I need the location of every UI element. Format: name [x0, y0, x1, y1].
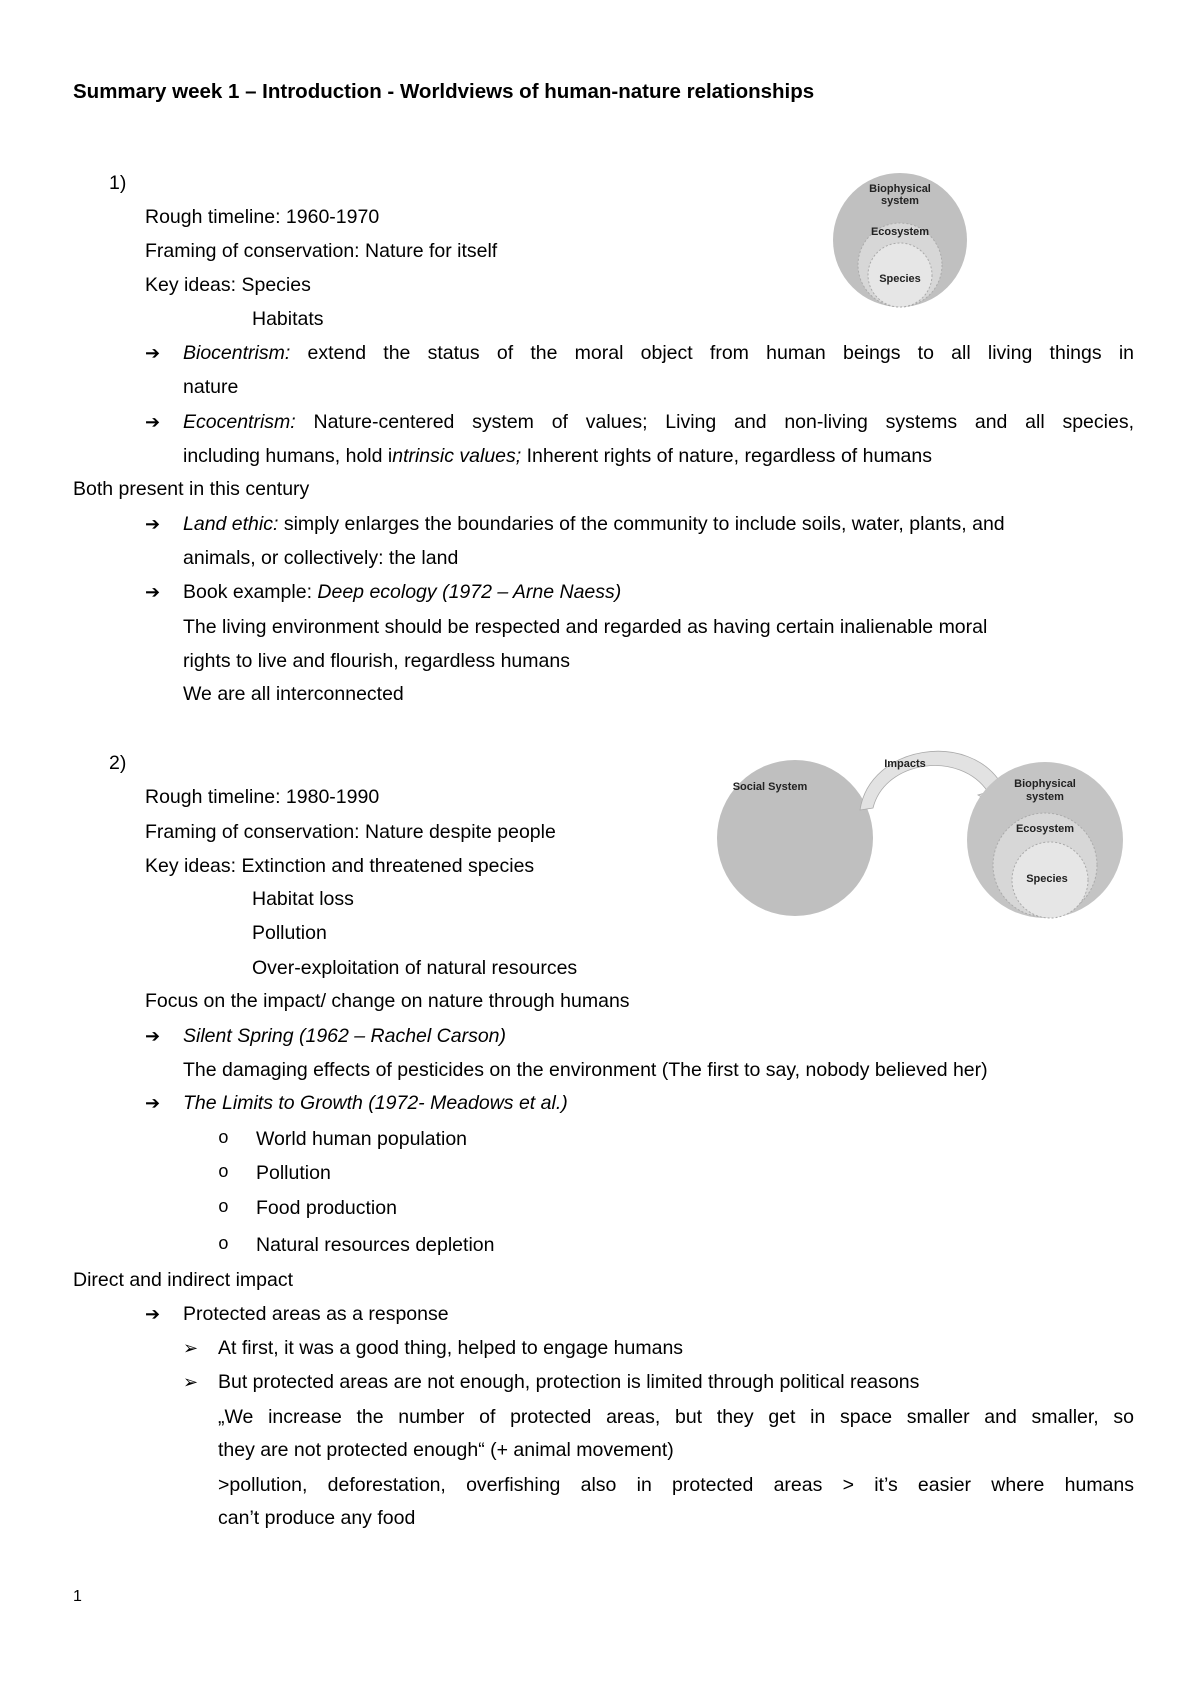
label: Ecosystem [870, 226, 930, 238]
limits-item: Pollution [256, 1162, 331, 1184]
label: Social System [732, 781, 808, 793]
arrow-bullet-icon: ➔ [145, 1304, 161, 1324]
sub-item: But protected areas are not enough, protection is limited through political reasons [218, 1371, 920, 1393]
page-title: Summary week 1 – Introduction - Worldviews of human-nature relationships [73, 80, 815, 103]
text: extend the status of the moral object from human beings to all living things in [290, 342, 1134, 364]
pollution-line: >pollution, deforestation, overfishing also in protected areas > it’s easier where humans [218, 1474, 1134, 1496]
arrow-bullet-icon: ➔ [145, 412, 161, 432]
land-ethic-line2: animals, or collectively: the land [183, 547, 459, 569]
biocentrism-line2: nature [183, 376, 239, 398]
limits-title: The Limits to Growth (1972- Meadows et al.) [183, 1092, 568, 1114]
limits-item: Natural resources depletion [256, 1234, 495, 1256]
framing: Framing of conservation: Nature despite people [145, 821, 556, 843]
limits-item: World human population [256, 1128, 468, 1150]
direct-indirect: Direct and indirect impact [73, 1269, 294, 1291]
key-idea-item: Habitats [252, 308, 324, 330]
key-ideas: Key ideas: Extinction and threatened species [145, 855, 535, 877]
ecocentrism-line [183, 405, 1134, 439]
both-present: Both present in this century [73, 478, 310, 500]
book-desc: The living environment should be respected and regarded as having certain inalienable moral [183, 616, 988, 638]
label: Book example: [183, 581, 318, 603]
text: Inherent rights of nature, regardless of humans [521, 445, 933, 467]
circle-bullet-icon: o [218, 1163, 229, 1183]
book-desc: We are all interconnected [183, 683, 404, 705]
book-title: Deep ecology (1972 – Arne Naess) [317, 581, 622, 603]
label: Ecosystem [1015, 823, 1075, 835]
quote-line: they are not protected enough“ (+ animal movement) [218, 1439, 674, 1461]
arrow-bullet-icon: ➔ [145, 343, 161, 363]
sub-item: At first, it was a good thing, helped to engage humans [218, 1337, 684, 1359]
label: Biophysical [1014, 778, 1076, 790]
quote-line: „We increase the number of protected areas, but they get in space smaller and smaller, so [218, 1406, 1134, 1428]
triangle-bullet-icon: ➢ [183, 1372, 199, 1392]
land-ethic-line [183, 507, 1005, 541]
label: Species [879, 273, 921, 285]
page-number: 1 [73, 1588, 82, 1605]
silent-spring-desc: The damaging effects of pesticides on the environment (The first to say, nobody believed her) [183, 1059, 988, 1081]
term: Ecocentrism: [183, 411, 296, 433]
arrow-bullet-icon: ➔ [145, 1026, 161, 1046]
arrow-bullet-icon: ➔ [145, 1093, 161, 1113]
focus: Focus on the impact/ change on nature through humans [145, 990, 630, 1012]
circle-bullet-icon: o [218, 1235, 229, 1255]
circle-bullet-icon: o [218, 1129, 229, 1149]
arrow-bullet-icon: ➔ [145, 514, 161, 534]
book-example [183, 575, 621, 609]
label: system [1026, 791, 1064, 803]
text: simply enlarges the boundaries of the community to include soils, water, plants, and [278, 513, 1005, 535]
framing: Framing of conservation: Nature for itself [145, 240, 498, 262]
text-italic: ntrinsic values; [392, 445, 522, 467]
biocentrism-line [183, 336, 1134, 370]
term: Land ethic: [183, 513, 279, 535]
text: including humans, hold i [183, 445, 393, 467]
silent-spring-title: Silent Spring (1962 – Rachel Carson) [183, 1025, 507, 1047]
arrow-bullet-icon: ➔ [145, 582, 161, 602]
label: Species [1026, 873, 1068, 885]
label: system [881, 195, 919, 207]
section-number: 2) [109, 752, 127, 774]
social-biophysical-figure [710, 740, 1140, 930]
pollution-line: can’t produce any food [218, 1507, 416, 1529]
text: Nature-centered system of values; Living and non-living systems and all species, [295, 411, 1134, 433]
label: Impacts [884, 758, 926, 770]
triangle-bullet-icon: ➢ [183, 1338, 199, 1358]
term: Biocentrism: [183, 342, 291, 364]
key-idea-item: Pollution [252, 922, 327, 944]
section-number: 1) [109, 172, 127, 194]
circle-bullet-icon: o [218, 1198, 229, 1218]
nested-circles-figure [825, 165, 975, 315]
limits-item: Food production [256, 1197, 397, 1219]
protected-areas: Protected areas as a response [183, 1303, 449, 1325]
key-idea-item: Habitat loss [252, 888, 354, 910]
book-desc: rights to live and flourish, regardless humans [183, 650, 570, 672]
label: Biophysical [869, 183, 931, 195]
key-ideas: Key ideas: Species [145, 274, 311, 296]
key-idea-item: Over-exploitation of natural resources [252, 957, 578, 979]
timeline: Rough timeline: 1960-1970 [145, 206, 380, 228]
ecocentrism-line2 [183, 439, 932, 473]
timeline: Rough timeline: 1980-1990 [145, 786, 380, 808]
